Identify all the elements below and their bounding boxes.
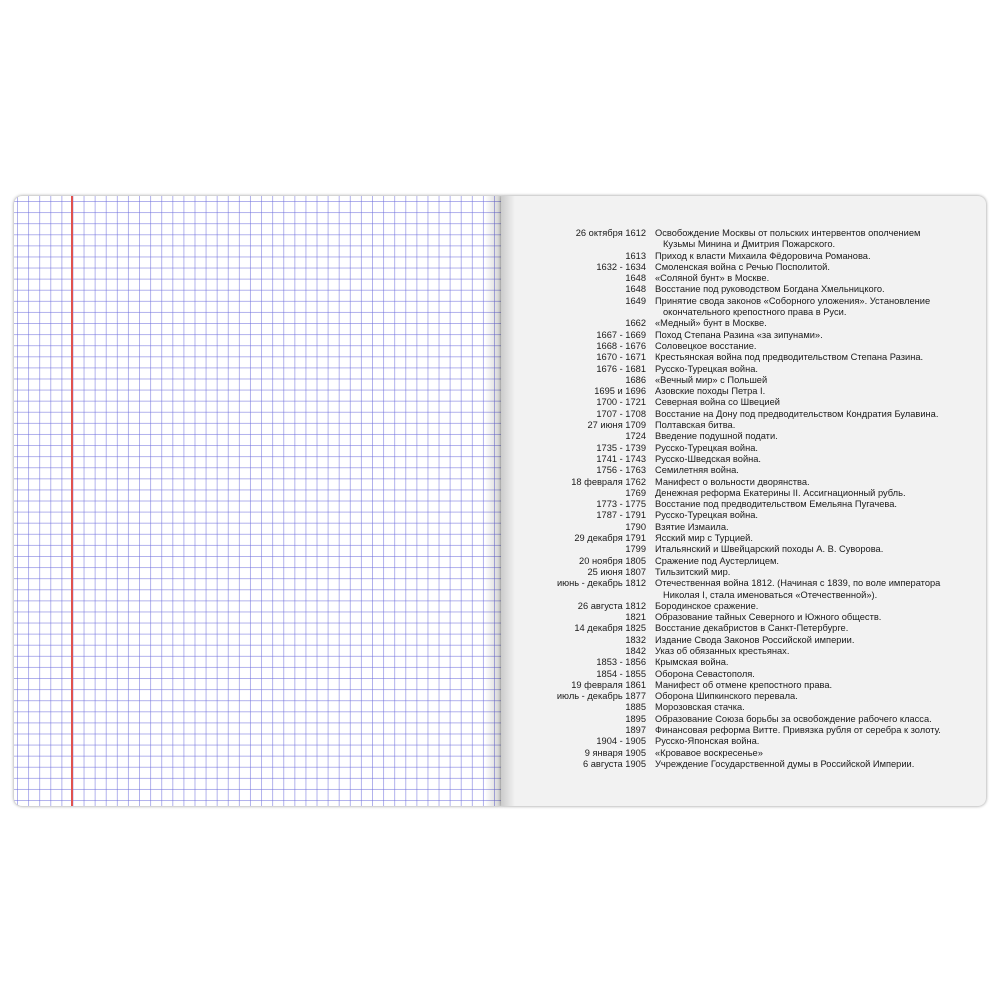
event-text: Семилетняя война. [655, 465, 739, 476]
timeline-event [655, 556, 955, 567]
timeline-row [501, 657, 986, 668]
timeline-row [501, 691, 986, 702]
timeline-date: 1707 - 1708 [596, 408, 646, 419]
event-text-continued: Кузьмы Минина и Дмитрия Пожарского. [663, 239, 836, 250]
timeline-row [501, 612, 986, 623]
timeline-date: 1648 [625, 284, 646, 295]
timeline-date: 1648 [625, 273, 646, 284]
timeline-event [655, 736, 955, 747]
timeline-row [501, 567, 986, 578]
timeline-row [501, 420, 986, 431]
timeline-date: 25 июня 1807 [587, 566, 646, 577]
event-text: Итальянский и Швейцарский походы А. В. Суворова. [655, 544, 884, 555]
timeline-date: 1790 [625, 521, 646, 532]
timeline-row [501, 454, 986, 465]
timeline-event [655, 702, 955, 713]
timeline-event [655, 341, 955, 352]
event-text: Издание Свода Законов Российской империи. [655, 634, 855, 645]
timeline-date: 1842 [625, 645, 646, 656]
timeline-row [501, 759, 986, 770]
timeline-row [501, 556, 986, 567]
timeline-event [655, 454, 955, 465]
timeline-row [501, 623, 986, 634]
timeline-event [655, 330, 955, 341]
timeline-event [655, 680, 955, 691]
event-text: Полтавская битва. [655, 420, 736, 431]
timeline-date: 1700 - 1721 [596, 397, 646, 408]
timeline-row [501, 544, 986, 555]
timeline-event [655, 623, 955, 634]
timeline-event [655, 431, 955, 442]
event-text: Восстание на Дону под предводительством Кондратия Булавина. [655, 408, 939, 419]
timeline-event [655, 420, 955, 431]
event-text-continued: окончательного крепостного права в Руси. [663, 307, 847, 318]
event-text: Отечественная война 1812. (Начиная с 1839, по воле императора [655, 578, 941, 589]
timeline-date: 6 августа 1905 [582, 758, 646, 769]
timeline-date: 1613 [625, 250, 646, 261]
timeline-date: 18 февраля 1762 [571, 476, 646, 487]
timeline-date: 1686 [625, 374, 646, 385]
timeline-row [501, 578, 986, 601]
event-text: Манифест об отмене крепостного права. [655, 679, 833, 690]
event-text: «Медный» бунт в Москве. [655, 318, 767, 329]
event-text: Крестьянская война под предводительством Степана Разина. [655, 352, 924, 363]
event-text: Восстание под руководством Богдана Хмельницкого. [655, 284, 885, 295]
event-text: Поход Степана Разина «за зипунами». [655, 329, 823, 340]
timeline-event [655, 725, 955, 736]
event-text: Сражение под Аустерлицем. [655, 555, 779, 566]
timeline-event [655, 409, 955, 420]
timeline-event [655, 477, 955, 488]
timeline-date: 1741 - 1743 [596, 453, 646, 464]
timeline-event [655, 273, 955, 284]
timeline-date: 1676 - 1681 [596, 363, 646, 374]
timeline-event [655, 691, 955, 702]
event-text: Смоленская война с Речью Посполитой. [655, 261, 830, 272]
timeline-event [655, 510, 955, 521]
timeline-event [655, 759, 955, 770]
event-text: Указ об обязанных крестьянах. [655, 645, 790, 656]
event-text: Финансовая реформа Витте. Привязка рубля от серебра к золоту. [655, 725, 941, 736]
event-text: Освобождение Москвы от польских интервентов ополчением [655, 228, 921, 238]
timeline-date: 1756 - 1763 [596, 465, 646, 476]
timeline-row [501, 601, 986, 612]
timeline-row [501, 386, 986, 397]
timeline-date: 1897 [625, 725, 646, 736]
timeline-row [501, 318, 986, 329]
timeline-row [501, 465, 986, 476]
timeline-date: 1670 - 1671 [596, 352, 646, 363]
timeline-event [655, 488, 955, 499]
timeline-date: 26 октября 1612 [575, 228, 646, 238]
event-text: Взятие Измаила. [655, 521, 729, 532]
timeline-date: 1821 [625, 612, 646, 623]
timeline-row [501, 364, 986, 375]
timeline-date: 1854 - 1855 [596, 668, 646, 679]
timeline-row [501, 714, 986, 725]
timeline-event [655, 646, 955, 657]
timeline-event [655, 748, 955, 759]
event-text: «Кровавое воскресенье» [655, 747, 763, 758]
event-text: Русско-Турецкая война. [655, 442, 758, 453]
timeline-event [655, 375, 955, 386]
timeline-date: 1632 - 1634 [596, 261, 646, 272]
timeline-row [501, 397, 986, 408]
timeline-date: 1769 [625, 487, 646, 498]
timeline-row [501, 273, 986, 284]
timeline-row [501, 228, 986, 251]
timeline-row [501, 646, 986, 657]
timeline-event [655, 533, 955, 544]
event-text: Крымская война. [655, 657, 729, 668]
timeline-date: 29 декабря 1791 [574, 533, 646, 544]
timeline-event [655, 228, 955, 251]
timeline-event [655, 669, 955, 680]
open-notebook [14, 196, 986, 806]
timeline-event [655, 397, 955, 408]
timeline-row [501, 251, 986, 262]
event-text: Ясский мир с Турцией. [655, 533, 753, 544]
timeline-date: 1695 и 1696 [594, 386, 646, 397]
event-text: Северная война со Швецией [655, 397, 780, 408]
timeline-date: 1735 - 1739 [596, 442, 646, 453]
timeline-event [655, 601, 955, 612]
timeline-row [501, 352, 986, 363]
timeline-row [501, 499, 986, 510]
timeline-date: 1799 [625, 544, 646, 555]
timeline-event [655, 714, 955, 725]
timeline-row [501, 284, 986, 295]
history-dates-page [501, 196, 986, 806]
timeline-event [655, 251, 955, 262]
event-text: Тильзитский мир. [655, 566, 731, 577]
event-text: Морозовская стачка. [655, 702, 745, 713]
timeline-row [501, 431, 986, 442]
timeline-date: июль - декабрь 1877 [556, 691, 646, 702]
event-text: Образование тайных Северного и Южного обществ. [655, 612, 882, 623]
timeline-date: 9 января 1905 [584, 747, 646, 758]
timeline-row [501, 477, 986, 488]
timeline-row [501, 330, 986, 341]
timeline-event [655, 262, 955, 273]
event-text: Образование Союза борьбы за освобождение рабочего класса. [655, 713, 932, 724]
timeline-row [501, 296, 986, 319]
timeline-row [501, 375, 986, 386]
event-text: Бородинское сражение. [655, 600, 759, 611]
timeline-event [655, 522, 955, 533]
event-text: Русско-Турецкая война. [655, 510, 758, 521]
timeline-date: 1662 [625, 318, 646, 329]
timeline-date: 1853 - 1856 [596, 657, 646, 668]
timeline-row [501, 725, 986, 736]
event-text: Учреждение Государственной думы в Российской Империи. [655, 758, 915, 769]
timeline-date: 26 августа 1812 [577, 600, 646, 611]
timeline-date: 1724 [625, 431, 646, 442]
timeline-date: 1649 [625, 295, 646, 306]
timeline-date: 1773 - 1775 [596, 499, 646, 510]
event-text: Русско-Шведская война. [655, 453, 762, 464]
event-text: Принятие свода законов «Соборного уложения». Установление [655, 295, 931, 306]
timeline-event [655, 443, 955, 454]
red-margin-line [71, 196, 73, 806]
event-text: Оборона Шипкинского перевала. [655, 691, 798, 702]
event-text: «Соляной бунт» в Москве. [655, 273, 770, 284]
timeline-date: 27 июня 1709 [587, 420, 646, 431]
timeline-row [501, 748, 986, 759]
timeline-row [501, 262, 986, 273]
timeline-event [655, 318, 955, 329]
timeline-row [501, 409, 986, 420]
event-text: Восстание под предводительством Емельяна Пугачева. [655, 499, 897, 510]
timeline-list [501, 228, 986, 770]
timeline-date: 1832 [625, 634, 646, 645]
event-text: Манифест о вольности дворянства. [655, 476, 810, 487]
timeline-row [501, 736, 986, 747]
grid-page [14, 196, 501, 806]
timeline-event [655, 612, 955, 623]
timeline-row [501, 635, 986, 646]
event-text: Азовские походы Петра I. [655, 386, 766, 397]
timeline-event [655, 465, 955, 476]
event-text: Введение подушной подати. [655, 431, 778, 442]
timeline-date: 1885 [625, 702, 646, 713]
timeline-event [655, 635, 955, 646]
timeline-event [655, 499, 955, 510]
timeline-date: 1895 [625, 713, 646, 724]
timeline-event [655, 284, 955, 295]
timeline-date: 1668 - 1676 [596, 340, 646, 351]
timeline-date: 20 ноября 1805 [579, 555, 646, 566]
event-text-continued: Николая I, стала именоваться «Отечественной»). [663, 589, 878, 600]
timeline-row [501, 488, 986, 499]
event-text: Восстание декабристов в Санкт-Петербурге. [655, 623, 849, 634]
timeline-date: июнь - декабрь 1812 [556, 578, 646, 589]
timeline-event [655, 296, 955, 319]
timeline-row [501, 533, 986, 544]
event-text: Русско-Турецкая война. [655, 363, 758, 374]
timeline-row [501, 702, 986, 713]
timeline-date: 1787 - 1791 [596, 510, 646, 521]
timeline-row [501, 680, 986, 691]
timeline-event [655, 567, 955, 578]
timeline-date: 1667 - 1669 [596, 329, 646, 340]
timeline-date: 1904 - 1905 [596, 736, 646, 747]
timeline-event [655, 544, 955, 555]
event-text: Соловецкое восстание. [655, 340, 757, 351]
timeline-row [501, 443, 986, 454]
timeline-event [655, 578, 955, 601]
event-text: «Вечный мир» с Польшей [655, 374, 768, 385]
timeline-row [501, 510, 986, 521]
timeline-event [655, 386, 955, 397]
event-text: Приход к власти Михаила Фёдоровича Романова. [655, 250, 871, 261]
event-text: Русско-Японская война. [655, 736, 760, 747]
timeline-event [655, 364, 955, 375]
spine-shadow-left [485, 196, 501, 806]
timeline-date: 14 декабря 1825 [574, 623, 646, 634]
event-text: Денежная реформа Екатерины II. Ассигнационный рубль. [655, 487, 906, 498]
timeline-event [655, 657, 955, 668]
event-text: Оборона Севастополя. [655, 668, 755, 679]
timeline-row [501, 522, 986, 533]
timeline-row [501, 669, 986, 680]
timeline-event [655, 352, 955, 363]
timeline-row [501, 341, 986, 352]
timeline-date: 19 февраля 1861 [571, 679, 646, 690]
